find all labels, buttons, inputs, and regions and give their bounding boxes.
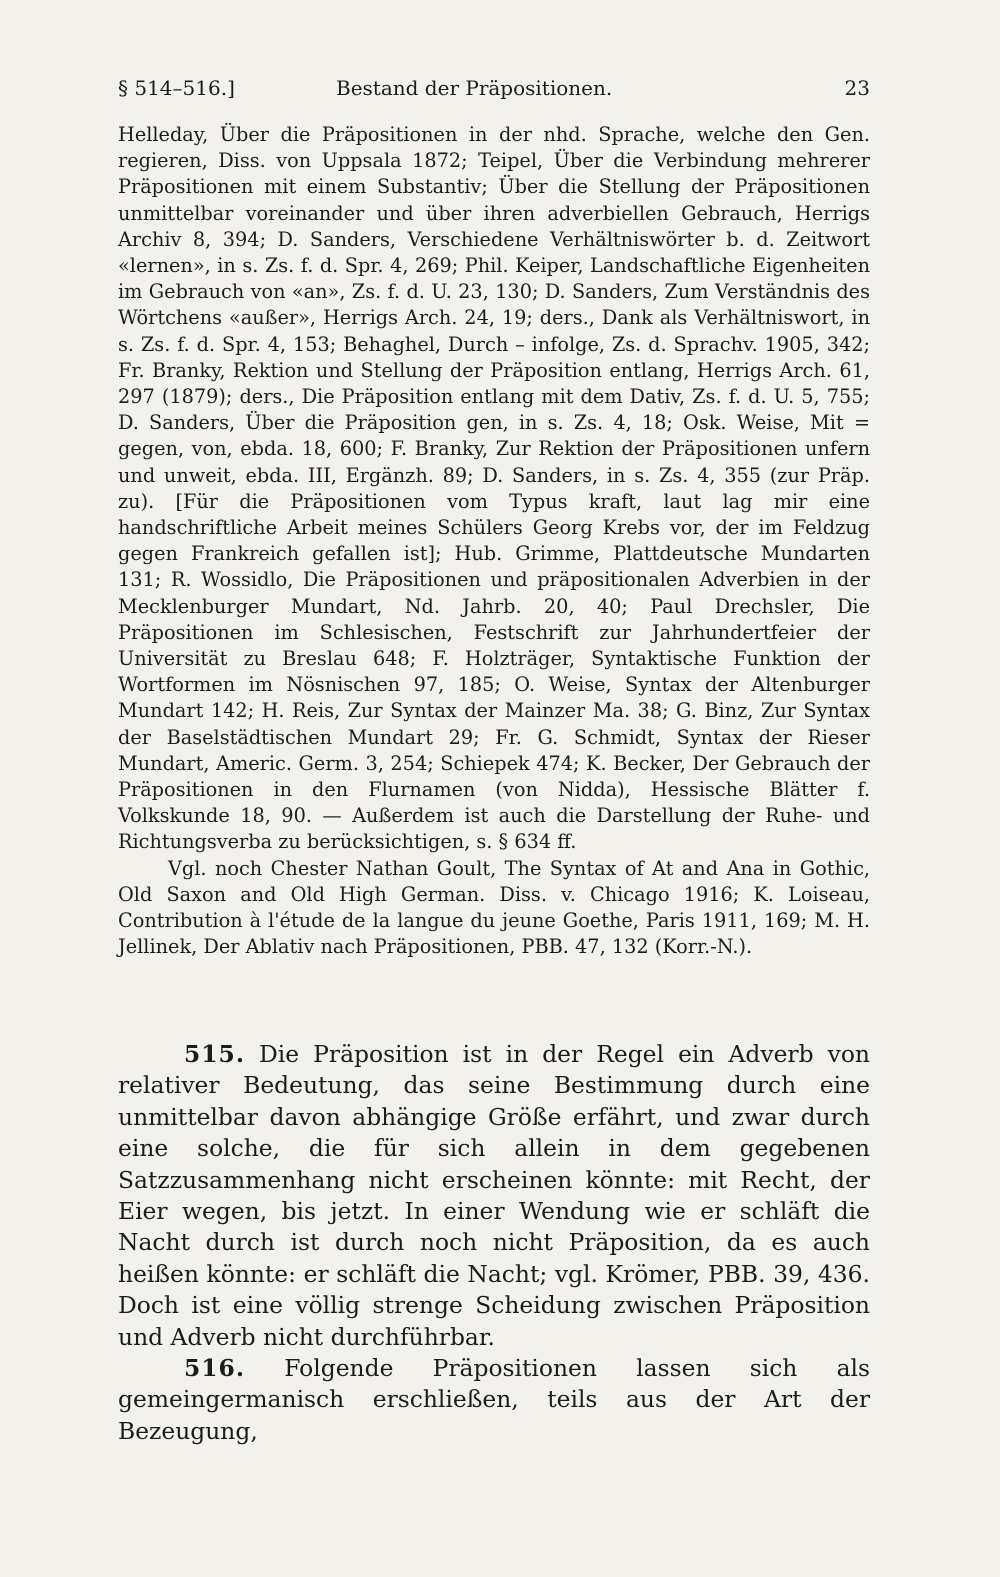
running-header	[118, 68, 878, 102]
bibliography-paragraph-2: Vgl. noch Chester Nathan Goult, The Syntax of At and Ana in Gothic, Old Saxon and Old High German. Diss. v. Chicago 1916; K. Loiseau, Contribution à l'étude de la langue du jeune Goethe, Paris 1911, 169; M. H. Jellinek, Der Ablativ nach Präpositionen, PBB. 47, 132 (Korr.-N.).	[118, 856, 870, 959]
section-516-text: Folgende Präpositionen lassen sich als gemeingermanisch erschließen, teils aus der Art der Bezeugung,	[118, 1354, 871, 1445]
section-number-516: 516.	[184, 1354, 245, 1383]
section-number-515: 515.	[184, 1040, 245, 1068]
section-range: § 514–516.]	[118, 76, 235, 100]
main-text	[118, 1039, 870, 1447]
section-515	[118, 1039, 870, 1353]
section-515-text: Die Präposition ist in der Regel ein Adverb von relativer Bedeutung, das seine Bestimmung durch eine unmittelbar davon abhängige Größe erfährt, und zwar durch eine solche, die für sich allein in dem gegebenen Satzzusammenhang nicht erscheinen könnte: mit Recht, der Eier wegen, bis jetzt. In einer Wendung wie er schläft die Nacht durch ist durch noch nicht Präposition, da es auch heißen könnte: er schläft die Nacht; vgl. Krömer, PBB. 39, 436. Doch ist eine völlig strenge Scheidung zwischen Präposition und Adverb nicht durchführbar.	[118, 1040, 870, 1351]
bibliography-paragraph-1: Helleday, Über die Präpositionen in der nhd. Sprache, welche den Gen. regieren, Diss. von Uppsala 1872; Teipel, Über die Verbindung mehrerer Präpositionen mit einem Substantiv; Über die Stellung der Präpositionen unmittelbar voreinander und über ihren adverbiellen Gebrauch, Herrigs Archiv 8, 394; D. Sanders, Verschiedene Verhältniswörter b. d. Zeitwort «lernen», in s. Zs. f. d. Spr. 4, 269; Phil. Keiper, Landschaftliche Eigenheiten im Gebrauch von «an», Zs. f. d. U. 23, 130; D. Sanders, Zum Verständnis des Wörtchens «außer», Herrigs Arch. 24, 19; ders., Dank als Verhältniswort, in s. Zs. f. d. Spr. 4, 153; Behaghel, Durch – infolge, Zs. d. Sprachv. 1905, 342; Fr. Branky, Rektion und Stellung der Präposition entlang, Herrigs Arch. 61, 297 (1879); ders., Die Präposition entlang mit dem Dativ, Zs. f. d. U. 5, 755; D. Sanders, Über die Präposition gen, in s. Zs. 4, 18; Osk. Weise, Mit = gegen, von, ebda. 18, 600; F. Branky, Zur Rektion der Präpositionen unfern und unweit, ebda. III, Ergänzh. 89; D. Sanders, in s. Zs. 4, 355 (zur Präp. zu). [Für die Präpositionen vom Typus kraft, laut lag mir eine handschriftliche Arbeit meines Schülers Georg Krebs vor, der im Feldzug gegen Frankreich gefallen ist]; Hub. Grimme, Plattdeutsche Mundarten 131; R. Wossidlo, Die Präpositionen und präpositionalen Adverbien in der Mecklenburger Mundart, Nd. Jahrb. 20, 40; Paul Drechsler, Die Präpositionen im Schlesischen, Festschrift zur Jahrhundertfeier der Universität zu Breslau 648; F. Holzträger, Syntaktische Funktion der Wortformen im Nösnischen 97, 185; O. Weise, Syntax der Altenburger Mundart 142; H. Reis, Zur Syntax der Mainzer Ma. 38; G. Binz, Zur Syntax der Baselstädtischen Mundart 29; Fr. G. Schmidt, Syntax der Rieser Mundart, Americ. Germ. 3, 254; Schiepek 474; K. Becker, Der Gebrauch der Präpositionen in den Flurnamen (von Nidda), Hessische Blätter f. Volkskunde 18, 90. — Außerdem ist auch die Darstellung der Ruhe- und Richtungsverba zu berücksichtigen, s. § 634 ff.	[118, 123, 870, 854]
running-title: Bestand der Präpositionen.	[336, 76, 613, 100]
bibliography-notes	[118, 122, 870, 961]
section-516	[118, 1353, 870, 1447]
page-number: 23	[844, 76, 870, 100]
